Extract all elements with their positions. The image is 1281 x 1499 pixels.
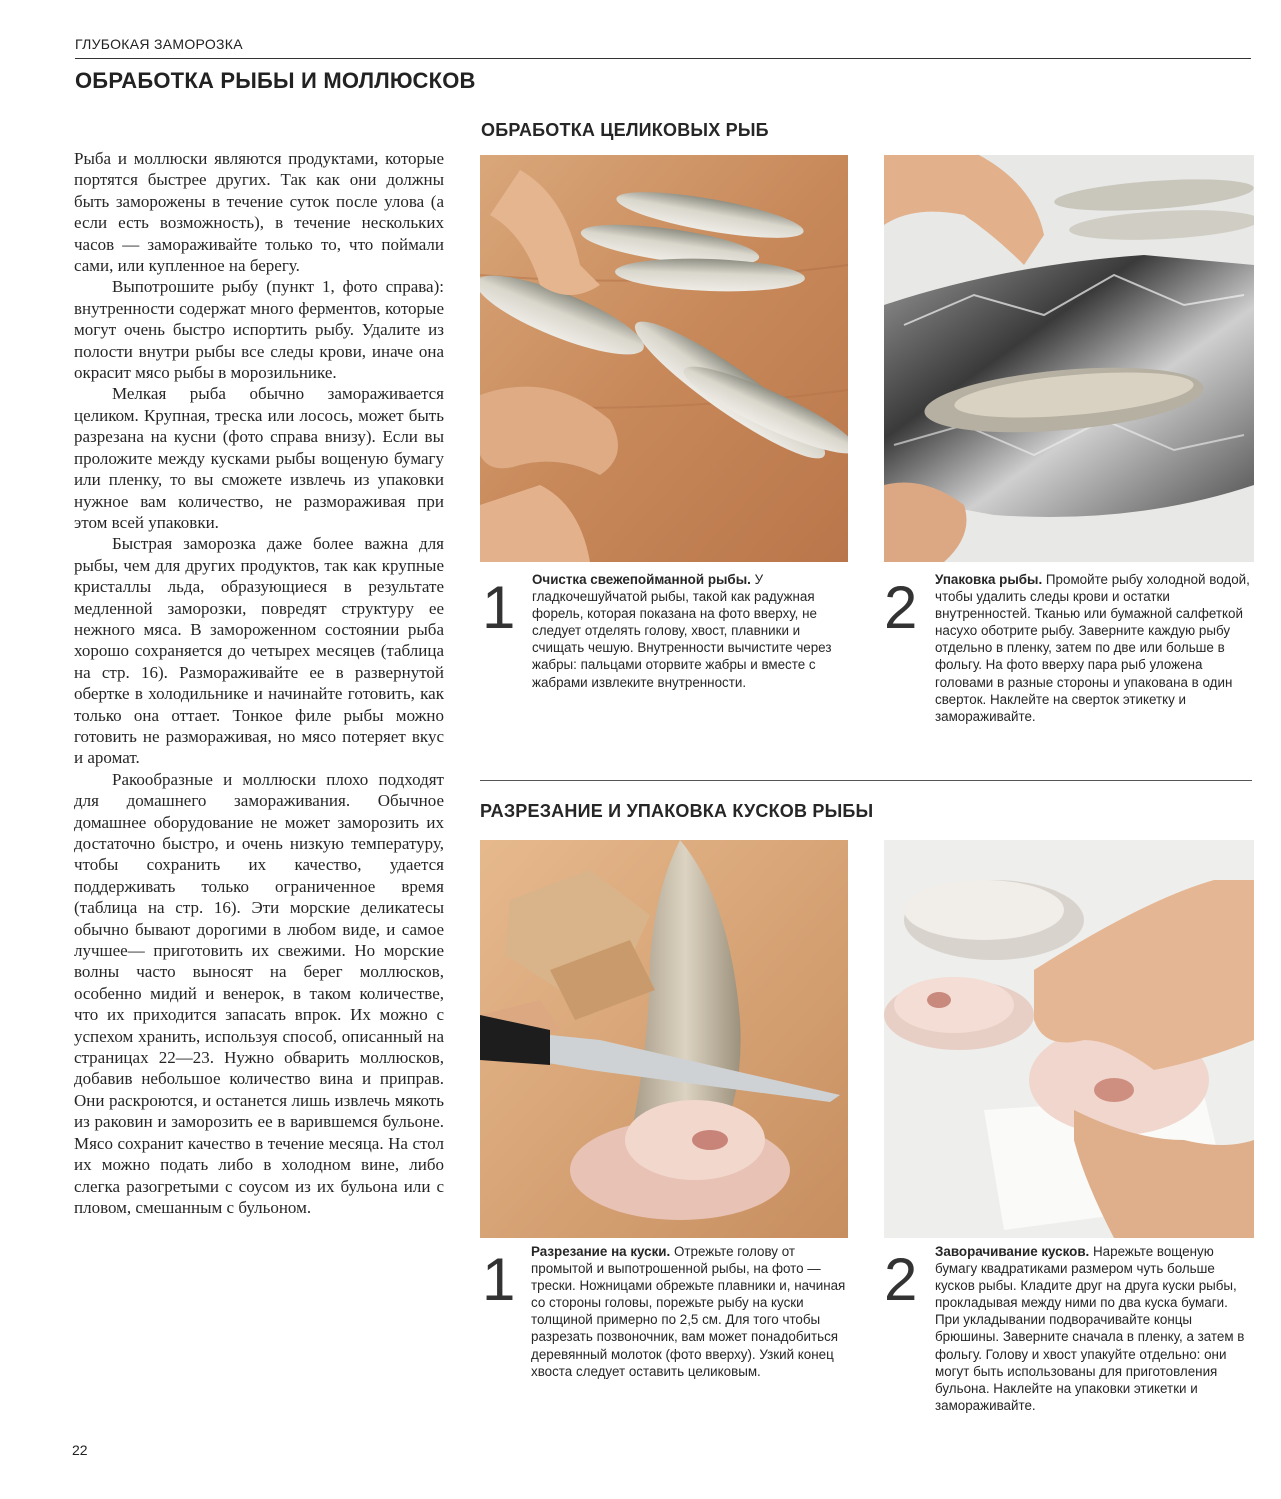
- running-head: ГЛУБОКАЯ ЗАМОРОЗКА: [75, 36, 243, 52]
- body-paragraph-3: Мелкая рыба обычно замораживается целиком. Крупная, треска или лосось, может быть разрезана на кусни (фото справа внизу). Если вы проложите между кусками рыбы вощеную бумагу или пленку, то вы сможете извлечь из упаковки нужное вам количество, не размораживая при этом всей упаковки.: [74, 384, 444, 532]
- cut-step-2-lead: Заворачивание кусков.: [935, 1244, 1090, 1259]
- body-paragraph-4: Быстрая заморозка даже более важна для рыбы, чем для других продуктов, так как крупные кристаллы льда, образующиеся в результате медленной заморозки, повредят структуру ее нежного мяса. В замороженном состоянии рыба хорошо сохраняется до четырех месяцев (таблица на стр. 16). Размораживайте ее в развернутой обертке в холодильнике и начинайте готовить, как только она оттает. Тонкое филе рыбы можно готовить не размораживая, но мясо потеряет вкус и аромат.: [74, 534, 444, 768]
- step-2-lead: Упаковка рыбы.: [935, 572, 1043, 587]
- header-rule: [75, 58, 1251, 59]
- photo-gutting-fish: [480, 155, 848, 562]
- step-1-text: У гладкочешуйчатой рыбы, такой как радужная форель, которая показана на фото вверху, не следует отделять голову, хвост, плавники и счищать чешую. Внутренности вычистите через жабры: пальцами оторвите жабры и вместе с жабрами извлеките внутренности.: [532, 572, 832, 690]
- step-2-number: 2: [884, 574, 918, 641]
- cut-step-1-caption: [531, 1243, 847, 1380]
- step-1-lead: Очистка свежепойманной рыбы.: [532, 572, 751, 587]
- photo-wrapping-in-foil: [884, 155, 1254, 562]
- cut-step-2-caption: [935, 1243, 1251, 1414]
- photo-wrapping-steaks: [884, 840, 1254, 1238]
- step-2-caption: [935, 571, 1251, 725]
- cut-step-2-number: 2: [884, 1246, 918, 1313]
- step-1-caption: [532, 571, 848, 691]
- step-1-number: 1: [482, 574, 516, 641]
- body-paragraph-1: Рыба и моллюски являются продуктами, которые портятся быстрее других. Так как они должны быть заморожены в течение суток после улова (а если есть возможность), в течение нескольких часов — замораживайте только то, что поймали сами, или купленное на берегу.: [74, 149, 444, 276]
- page-title: ОБРАБОТКА РЫБЫ И МОЛЛЮСКОВ: [75, 68, 476, 93]
- section-title-cutting: РАЗРЕЗАНИЕ И УПАКОВКА КУСКОВ РЫБЫ: [480, 801, 874, 821]
- cut-step-1-lead: Разрезание на куски.: [531, 1244, 671, 1259]
- cut-step-1-text: Отрежьте голову от промытой и выпотрошенной рыбы, на фото — трески. Ножницами обрежьте плавники и, начиная со стороны головы, порежьте рыбу на куски толщиной примерно по 2,5 см. Для того чтобы разрезать позвоночник, вам может понадобиться деревянный молоток (фото вверху). Узкий конец хвоста следует оставить целиковым.: [531, 1244, 846, 1379]
- cut-step-1-number: 1: [482, 1246, 516, 1313]
- photo-cutting-steaks: [480, 840, 848, 1238]
- cut-step-2-text: Нарежьте вощеную бумагу квадратиками размером чуть больше кусков рыбы. Кладите друг на друга куски рыбы, прокладывая между ними по два куска бумаги. При укладывании подворачивайте концы брюшины. Заверните сначала в пленку, а затем в фольгу. Голову и хвост упакуйте отдельно: они могут быть использованы для приготовления бульона. Наклейте на упаковки этикетки и замораживайте.: [935, 1244, 1245, 1413]
- page-number: 22: [72, 1442, 88, 1458]
- body-paragraph-2: Выпотрошите рыбу (пункт 1, фото справа): внутренности содержат много ферментов, которые могут очень быстро испортить рыбу. Удалите из полости внутри рыбы все следы крови, иначе она окрасит мясо рыбы в морозильнике.: [74, 277, 444, 383]
- section-divider: [480, 780, 1252, 781]
- body-text: [74, 148, 444, 1218]
- step-2-text: Промойте рыбу холодной водой, чтобы удалить следы крови и остатки внутренностей. Тканью или бумажной салфеткой насухо оботрите рыбу. Заверните каждую рыбу отдельно в пленку, затем по две или больше в фольгу. На фото вверху пара рыб уложена головами в разные стороны и упакована в один сверток. Наклейте на сверток этикетку и замораживайте.: [935, 572, 1250, 724]
- section-title-whole-fish: ОБРАБОТКА ЦЕЛИКОВЫХ РЫБ: [481, 120, 769, 140]
- body-paragraph-5: Ракообразные и моллюски плохо подходят для домашнего замораживания. Обычное домашнее оборудование не может заморозить их достаточно быстро, и очень низкую температуру, чтобы сохранить их качество, удается поддерживать только ограниченное время (таблица на стр. 16). Эти морские деликатесы обычно бывают дорогими в любом виде, и самое лучшее— приготовить их свежими. Но морские волны часто выносят на берег моллюсков, особенно мидий и венерок, в таком количестве, что их приходится запасать впрок. Их можно с успехом хранить, используя способ, описанный на страницах 22—23. Нужно обварить моллюсков, добавив небольшое количество вина и приправ. Они раскроются, и останется лишь извлечь мякоть из раковин и заморозить ее в варившемся бульоне. Мясо сохранит качество в течение месяца. На стол их можно подать либо в холодном вине, либо слегка разогретыми с соусом из их бульона или с пловом, смешанным с бульоном.: [74, 769, 444, 1217]
